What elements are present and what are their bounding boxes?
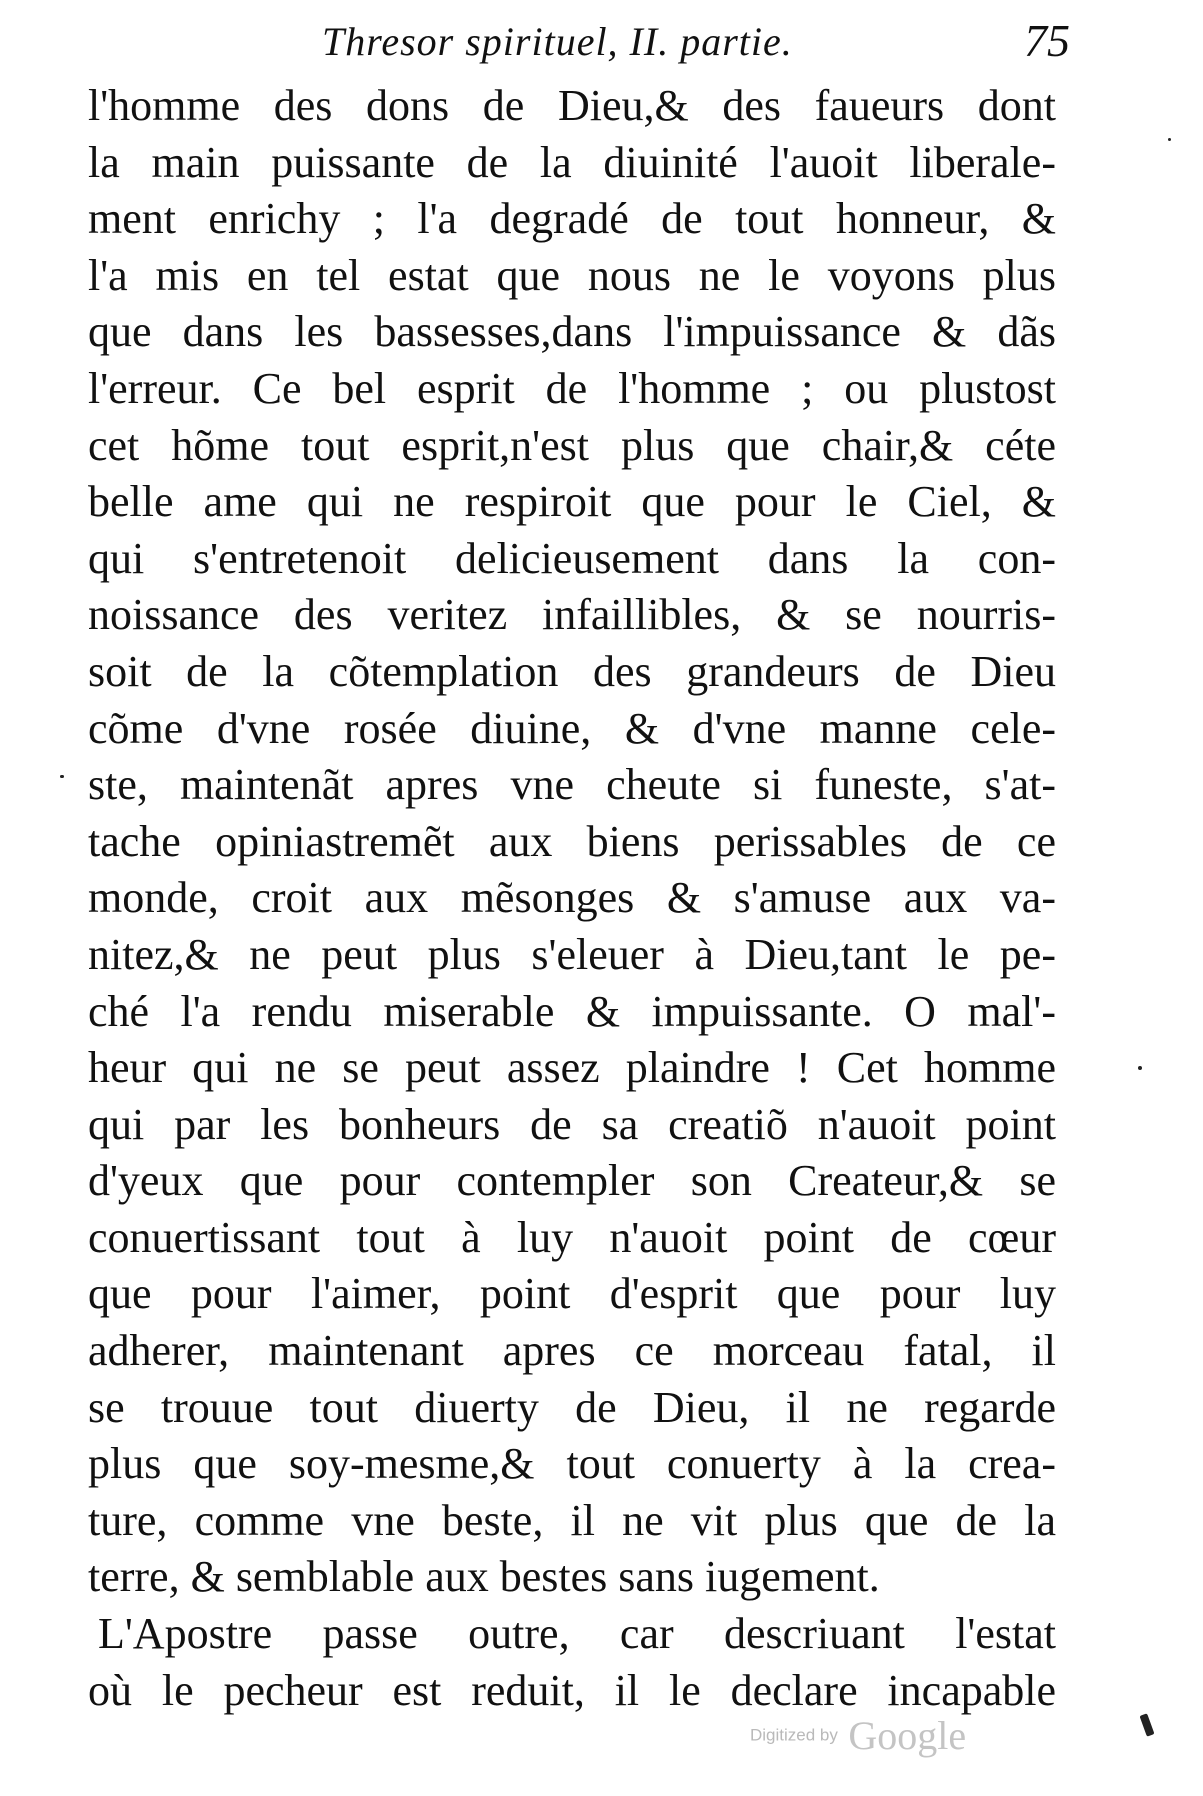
text-line: belle ame qui ne respiroit que pour le Ciel, & [88, 477, 1056, 527]
watermark-prefix: Digitized by [750, 1725, 838, 1745]
text-line: que dans les bassesses,dans l'impuissance & dãs [88, 307, 1056, 357]
text-line: ture, comme vne beste, il ne vit plus que de la [88, 1495, 1056, 1545]
text-line: ché l'a rendu miserable & impuissante. O mal'- [88, 986, 1056, 1036]
text-line: qui par les bonheurs de sa creatiõ n'auoit point [88, 1099, 1056, 1149]
watermark-brand: Google [848, 1713, 967, 1758]
text-line: soit de la cõtemplation des grandeurs de Dieu [88, 646, 1056, 696]
text-line: conuertissant tout à luy n'auoit point de cœur [88, 1212, 1056, 1262]
text-line: qui s'entretenoit delicieusement dans la con- [88, 533, 1056, 583]
text-line: où le pecheur est reduit, il le declare incapable [88, 1665, 1056, 1715]
text-line: adherer, maintenant apres ce morceau fatal, il [88, 1326, 1056, 1376]
ink-speck [1139, 1713, 1154, 1736]
text-line: plus que soy-mesme,& tout conuerty à la crea- [88, 1439, 1056, 1489]
ink-speck [1138, 1066, 1142, 1070]
page-number: 75 [1024, 15, 1070, 66]
text-line: l'erreur. Ce bel esprit de l'homme ; ou plustost [88, 363, 1056, 413]
text-line: cet hõme tout esprit,n'est plus que chair,& céte [88, 420, 1056, 470]
text-line: l'homme des dons de Dieu,& des faueurs dont [88, 81, 1056, 130]
running-title: Thresor spirituel, II. partie. [322, 19, 793, 64]
text-line: ste, maintenãt apres vne cheute si funeste, s'at- [88, 760, 1056, 810]
text-line: se trouue tout diuerty de Dieu, il ne regarde [88, 1382, 1056, 1432]
digitization-watermark [750, 1712, 966, 1759]
text-line: terre, & semblable aux bestes sans iugement. [88, 1552, 880, 1602]
text-line: l'a mis en tel estat que nous ne le voyons plus [88, 250, 1056, 300]
text-line: cõme d'vne rosée diuine, & d'vne manne cele- [88, 703, 1056, 753]
text-line: tache opiniastremẽt aux biens perissables de ce [88, 816, 1056, 866]
ink-speck [1168, 138, 1171, 141]
text-line: L'Apostre passe outre, car descriuant l'estat [98, 1609, 1056, 1659]
text-line: nitez,& ne peut plus s'eleuer à Dieu,tant le pe- [88, 929, 1056, 979]
body-text [88, 78, 1056, 1719]
ink-speck [60, 775, 64, 778]
text-line: la main puissante de la diuinité l'auoit liberale- [88, 137, 1056, 187]
text-line: que pour l'aimer, point d'esprit que pour luy [88, 1269, 1056, 1319]
text-line: ment enrichy ; l'a degradé de tout honneur, & [88, 194, 1056, 244]
text-line: noissance des veritez infaillibles, & se nourris- [88, 590, 1056, 640]
page-header [300, 10, 1080, 76]
text-line: d'yeux que pour contempler son Createur,& se [88, 1156, 1056, 1206]
text-line: heur qui ne se peut assez plaindre ! Cet homme [88, 1043, 1056, 1093]
text-line: monde, croit aux mẽsonges & s'amuse aux va- [88, 873, 1056, 923]
